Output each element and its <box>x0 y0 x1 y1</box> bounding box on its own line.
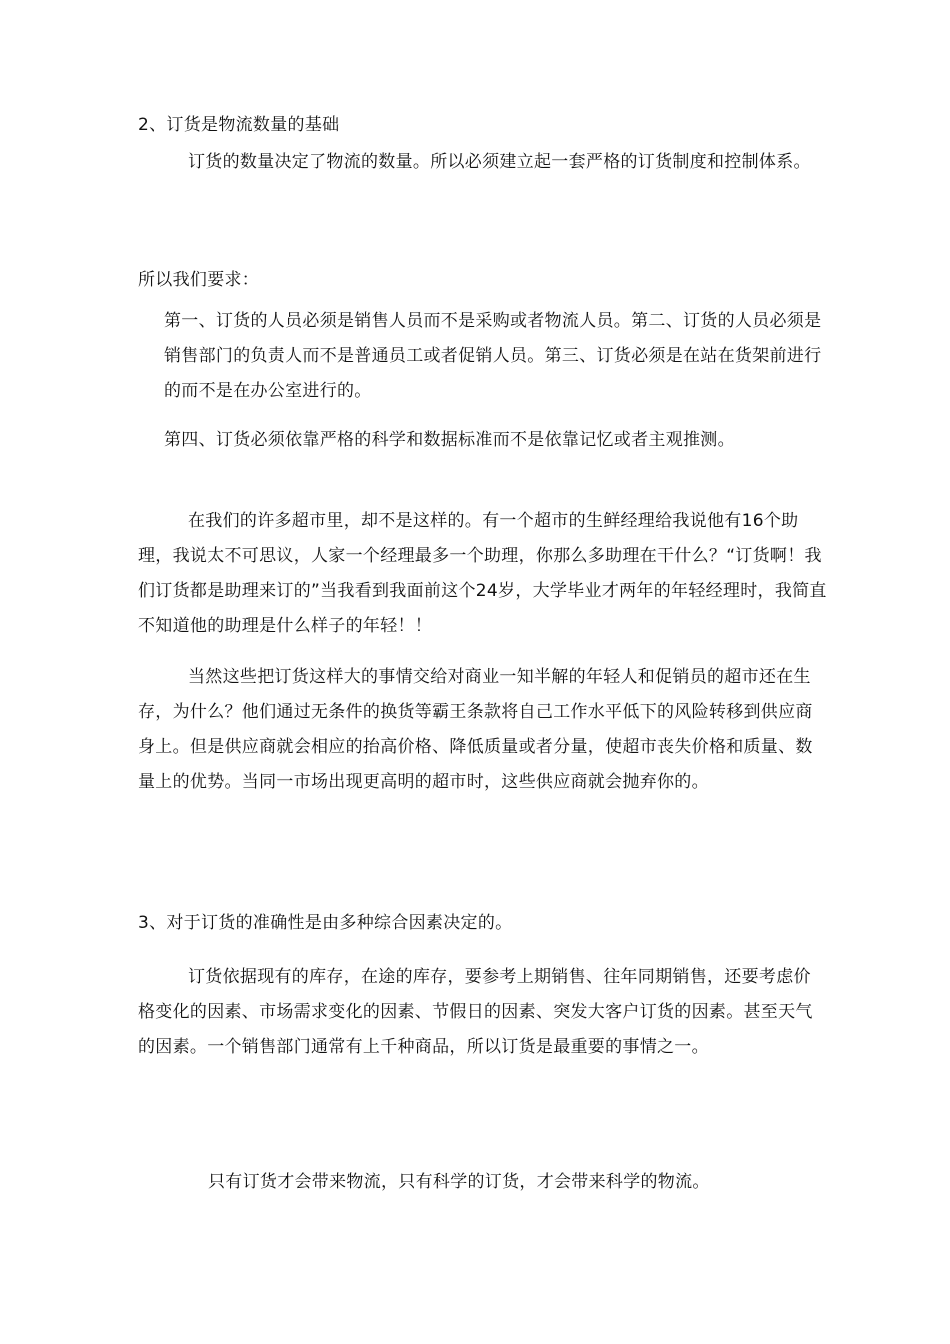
section-3-heading: 3、对于订货的准确性是由多种综合因素决定的。 <box>138 913 513 933</box>
section-2-heading: 2、订货是物流数量的基础 <box>138 115 340 135</box>
requirements-list-1-3: 第一、订货的人员必须是销售人员而不是采购或者物流人员。第二、订货的人员必须是销售部门的负责人而不是普通员工或者促销人员。第三、订货必须是在站在货架前进行的而不是在办公室进行的。 <box>164 311 822 401</box>
closing-line: 只有订货才会带来物流，只有科学的订货，才会带来科学的物流。 <box>208 1172 710 1192</box>
requirements-intro: 所以我们要求： <box>138 270 260 290</box>
requirement-4: 第四、订货必须依靠严格的科学和数据标准而不是依靠记忆或者主观推测。 <box>164 430 735 450</box>
example-paragraph: 在我们的许多超市里，却不是这样的。有一个超市的生鲜经理给我说他有16个助理，我说太不可思议，人家一个经理最多一个助理，你那么多助理在干什么？“订货啊！我们订货都是助理来订的”当我看到我面前这个24岁，大学毕业才两年的年轻经理时，我简直不知道他的助理是什么样子的年轻！！ <box>138 511 827 636</box>
section-3-paragraph: 订货依据现有的库存，在途的库存，要参考上期销售、往年同期销售，还要考虑价格变化的因素、市场需求变化的因素、节假日的因素、突发大客户订货的因素。甚至天气的因素。一个销售部门通常有上千种商品，所以订货是最重要的事情之一。 <box>138 967 813 1057</box>
risk-paragraph: 当然这些把订货这样大的事情交给对商业一知半解的年轻人和促销员的超市还在生存，为什么？他们通过无条件的换货等霸王条款将自己工作水平低下的风险转移到供应商身上。但是供应商就会相应的抬高价格、降低质量或者分量，使超市丧失价格和质量、数量上的优势。当同一市场出现更高明的超市时，这些供应商就会抛弃你的。 <box>138 667 813 792</box>
section-2-paragraph: 订货的数量决定了物流的数量。所以必须建立起一套严格的订货制度和控制体系。 <box>188 152 811 172</box>
